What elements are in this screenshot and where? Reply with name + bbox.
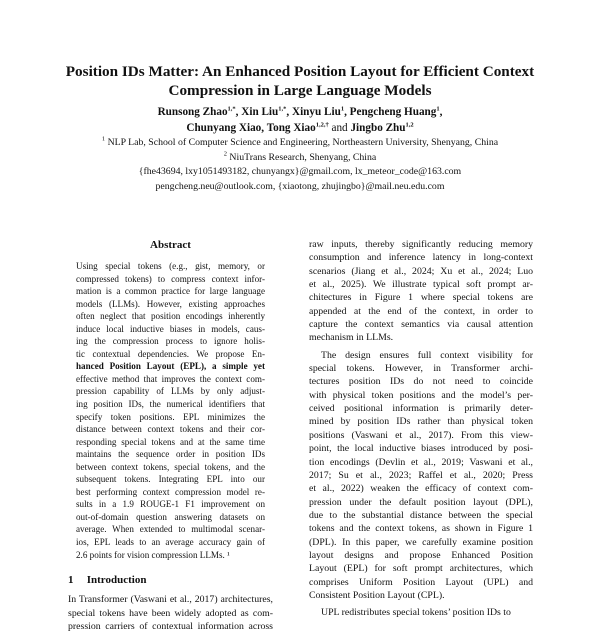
abstract-line: best performing context compression model re- [76,486,265,497]
author-name: Xinyu Liu [291,106,341,118]
author-name: Chunyang Xiao [186,122,262,134]
left-column [68,238,273,634]
abstract-line: effective method that improves the context com- [76,373,265,384]
body-line: mechanism in LLMs. [309,332,394,344]
body-line: positions (Vaswani et al., 2017). From this view- [309,429,533,441]
body-line: chitectures in Figure 1 where special tokens are [309,292,533,304]
email-line: pengcheng.neu@outlook.com, {xiaotong, zhujingbo}@mail.neu.edu.com [155,180,445,192]
body-line: et al., 2025). We illustrate typical soft prompt ar- [309,279,533,291]
body-line: scenarios (Jiang et al., 2024; Xu et al., 2024; Luo [309,265,533,277]
body-line: appended at the end of the context, in order to [309,305,533,317]
body-line: tion encodings (Devlin et al., 2019; Vaswani et al., [309,456,533,468]
abstract-line: 2.6 points for vision compression LLMs. ¹ [76,549,230,560]
author-line: Runsong Zhao$^{1,*}$, Xin Liu$^{1,*}$, Xinyu Liu$^1$, Pengcheng Huang$^1$, [157,105,443,118]
title-line: Position IDs Matter: An Enhanced Position Layout for Efficient Context [65,63,535,80]
abstract-line: ing position IDs, the numerical identifiers that [76,399,265,410]
affiliation-line [40,136,560,151]
body-line: tokens and the context tokens, as shown in Figure 1 [309,523,533,535]
abstract-body [68,260,273,561]
affiliation-mark: 1 [101,135,106,143]
paragraph [309,606,533,619]
abstract-line: often neglect that position encodings inherently [76,311,265,322]
body-line: pression under the default position layout (DPL), [309,496,533,508]
body-line: UPL redistributes special tokens’ position IDs to [321,607,511,619]
abstract-line: ing the compression process to ignore holis- [76,336,265,347]
body-line: Layout (EPL) for soft prompt architectures, which [309,563,533,575]
abstract-line: between context tokens, special tokens, and the [76,461,265,472]
abstract-line: subsequent tokens. Integrating EPL into our [76,474,265,485]
body-line: In Transformer (Vaswani et al., 2017) architectures, [68,594,273,606]
abstract-line: models (LLMs). However, existing approaches [76,298,265,309]
body-line: The design ensures full context visibility for [321,349,533,361]
abstract-line: average. When extended to multimodal scenar- [76,524,265,535]
body-line: special tokens have been widely adopted as com- [68,607,273,619]
affiliation-text: NLP Lab, School of Computer Science and Engineering, Northeastern University, Shenyang, China [107,137,499,148]
abstract-line: tic contextual dependencies. We propose En- [76,348,265,359]
affiliation-line [40,151,560,166]
abstract-line: distance between context tokens and their cor- [76,424,265,435]
body-line: (DPL). In this paper, we carefully examine position [309,536,533,548]
abstract-line: hanced Position Layout (EPL), a simple yet [76,361,265,372]
body-line: mined by position IDs rather than physical token [309,416,533,428]
email-line: {fhe43694, lxy1051493182, chunyangx}@gmail.com, lx_meteor_code@163.com [138,166,462,177]
author-affiliation-mark: 1,* [278,105,287,113]
body-line: ceived positional information is primarily deter- [309,403,533,415]
body-line: consumption and inference latency in long-context [309,252,533,264]
abstract-line: out-of-domain question answering datasets on [76,511,265,522]
affiliation-text: NiuTrans Research, Shenyang, China [229,151,377,163]
author-line: Chunyang Xiao, Tong Xiao$^{1,2,\dagger}$ and Jingbo Zhu$^{1,2}$ [186,121,414,134]
body-line: special tokens. However, in Transformer archi- [309,363,533,375]
body-line: pression carriers of contextual information across [68,621,273,633]
abstract-line: mation is a common practice for large language [76,286,265,297]
body-line: tectures position IDs do not need to coincide [309,376,533,388]
title-line: Compression in Large Language Models [168,82,432,99]
author-name: Runsong Zhao [157,106,228,118]
right-column [309,238,533,620]
body-line: with physical token positions and the model’s per- [309,389,533,401]
paper-title [40,62,560,100]
abstract-line: induce local inductive biases in models, caus- [76,323,265,334]
body-line: capture the context semantics via causal attention [309,319,533,331]
abstract-line: responding special tokens and at the same time [76,436,265,447]
body-line: due to the substantial distance between the special [309,509,533,521]
section-heading-introduction [68,573,273,587]
abstract-line: ios, EPL leads to an average accuracy gain of [76,537,265,548]
abstract-line: Using special tokens (e.g., gist, memory, or [76,261,265,271]
body-line: layout designs and propose Enhanced Position [309,549,533,561]
author-affiliation-mark: 1 [340,105,345,113]
body-line: 2017; Su et al., 2023; Raffel et al., 2020; Press [309,469,533,481]
body-line: raw inputs, thereby significantly reducing memory [309,239,533,250]
author-name: Tong Xiao [266,122,316,134]
paragraph [309,349,533,603]
author-name: Pengcheng Huang [349,106,437,118]
section-title: Introduction [86,574,147,587]
abstract-line: maintains the sequence order in position IDs [76,449,265,460]
author-affiliation-mark: 1 [436,105,440,113]
abstract-line: compressed tokens) to compress context infor- [76,273,265,284]
abstract-line: specify token positions. EPL minimizes the [76,411,265,422]
author-name: Jingbo Zhu [350,122,406,134]
author-conjunction: and [331,122,348,134]
abstract-line: sults in a 1.9 ROUGE-1 F1 improvement on [76,499,265,510]
body-line: point, the local inductive biases introduced by posi- [309,443,533,455]
author-affiliation-mark: 1,2 [405,121,414,129]
author-name: Xin Liu [241,106,279,118]
section-number: 1 [68,574,74,587]
author-list [40,104,560,136]
abstract-heading: Abstract [150,239,191,251]
affiliation-mark: 2 [223,150,227,158]
affiliations [40,136,560,194]
abstract-line: pression capability of LLMs by only adjust- [76,386,265,397]
author-affiliation-mark: 1,* [227,105,236,113]
body-line: comprises Uniform Position Layout (UPL) and [309,576,533,588]
author-affiliation-mark: 1,2,† [315,121,329,129]
body-line: et al., 2022) weaken the efficacy of context com- [309,483,533,495]
paragraph [309,238,533,345]
introduction-paragraph [68,593,273,634]
body-line: Consistent Position Layout (CPL). [309,589,445,601]
